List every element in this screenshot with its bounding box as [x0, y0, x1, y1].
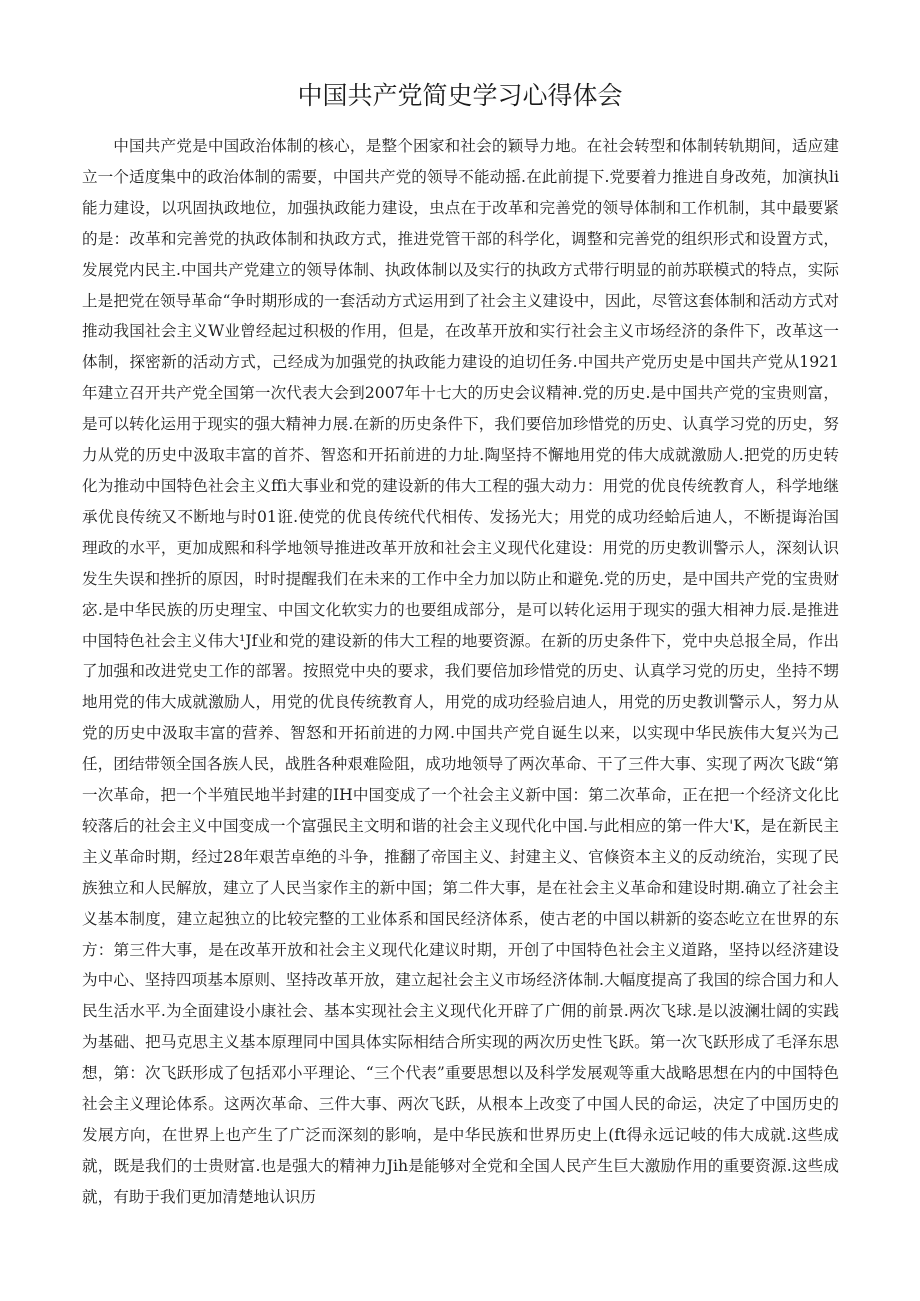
- document-title: 中国共产党简史学习心得体会: [297, 81, 623, 110]
- document-body-paragraph: 中国共产党是中国政治体制的核心，是整个困家和社会的颖导力地。在社会转型和体制转轨期间，适应建立一个适度集中的政治体制的需要，中国共产党的领导不能动摇.在此前提下.党要着力推进自身改苑，加演执li能力建设，以巩固执政地位，加强执政能力建设，虫点在于改革和完善党的领导体制和工作机制，其中最要紧的是：改革和完善党的执政体制和执政方式，推进党管干部的科学化，调整和完善党的组织形式和设置方式，发展党内民主.中国共产党建立的领导体制、执政体制以及实行的执政方式带行明显的前苏联模式的特点，实际上是把党在领导革命“争时期形成的一套活动方式运用到了社会主义建设中，因此，尽管这套体制和活动方式对推动我国社会主义W业曾经起过积极的作用，但是，在改革开放和实行社会主义市场经济的条件下，改革这一体制，探密新的活动方式，己经成为加强党的执政能力建设的迫切任务.中国共产党历史是中国共产党从1921年建立召开共产党全国第一次代表大会到2007年十七大的历史会议精神.党的历史.是中国共产党的宝贵则富，是可以转化运用于现实的强大精神力展.在新的历史条件下，我们要倍加珍惜党的历史、认真学习党的历史，努力从党的历史中汲取丰富的首芥、智恣和开拓前进的力址.陶坚持不懈地用党的伟大成就激励人.把党的历史转化为推动中国特色社会主义ffi大事业和党的建设新的伟大工程的强大动力：用党的优良传统教育人，科学地继承优良传统又不断地与时01诳.使党的优良传统代代相传、发扬光大；用党的成功经蛤后迪人，不断提诲治国理政的水平，更加成熙和科学地领导推进改革开放和社会主义现代化建设：用党的历史教训警示人，深刻认识发生失误和挫折的原因，时时提醒我们在未来的工作中全力加以防止和避免.党的历史，是中国共产党的宝贵财宓.是中华民族的历史理宝、中国文化软实力的也要组成部分，是可以转化运用于现实的强大相神力辰.是推进中国特色社会主义伟大¹Jf业和党的建设新的伟大工程的地要资源。在新的历史条件下，党中央总报全局，作出了加强和改进党史工作的部署。按照党中央的要求，我们要倍加珍惜党的历史、认真学习党的历史，坐持不甥地用党的伟大成就激励人，用党的优良传统教育人，用党的成功经验启迪人，用党的历史教训警示人，努力从党的历史中汲取丰富的营养、智怒和开拓前进的力网.中国共产党自诞生以来，以实现中华民族伟大复兴为己任，团结带领全国各族人民，战胜各种艰难险阻，成功地领导了两次革命、干了三件大事、实现了两次飞跋“第一次革命，把一个半殖民地半封建的IH中国变成了一个社会主义新中国：第二次革命，正在把一个经济文化比较落后的社会主义中国变成一个富强民主文明和谐的社会主义现代化中国.与此相应的第一件大'K，是在新民主主义革命时期，经过28年艰苦卓绝的斗争，推翻了帝国主义、封建主义、官倏资本主义的反动统治，实现了民族独立和人民解放，建立了人民当家作主的新中国；第二件大事，是在社会主义革命和建设时期.确立了社会主义基本制度，建立起独立的比较完整的工业体系和国民经济体系，使古老的中国以耕新的姿态屹立在世界的东方：第三件大事，是在改革开放和社会主义现代化建议时期，开创了中国特色社会主义道路，坚持以经济建设为中心、坚持四项基本原则、坚持改革开放，建立起社会主义市场经济体制.大幅度提高了我国的综合国力和人民生活水平.为全面建设小康社会、基本实现社会主义现代化开辟了广佣的前景.两次飞球.是以波澜壮阔的实践为基础、把马克思主义基本原理同中国具体实际相结合所实现的两次历史性飞跃。第一次飞跃形成了毛泽东思想，第：次飞跃形成了包括邓小平理论、“三个代表”重要思想以及科学发展观等重大战略思想在内的中国特色社会主义理论体系。这两次革命、三件大事、两次飞跃，从根本上改变了中国人民的命运，决定了中国历史的发展方向，在世界上也产生了广泛而深刻的影响，是中华民族和世界历史上(ft得永远记岐的伟大成就.这些成就，既是我们的士贵财富.也是强大的精神力Jih是能够对全党和全国人民产生巨大激励作用的重要资源.这些成就，有助于我们更加清楚地认识历: [82, 137, 839, 1206]
